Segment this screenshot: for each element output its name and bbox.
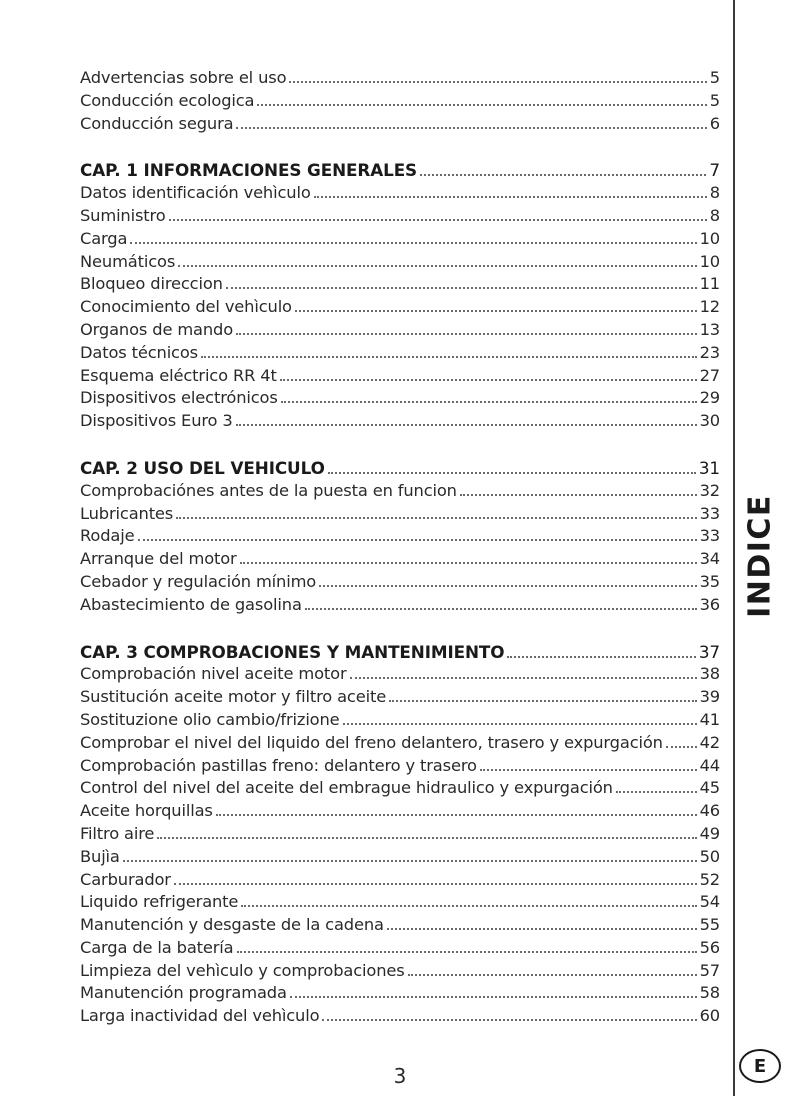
toc-entry[interactable] [80,756,720,779]
dot-leader [236,115,706,129]
chapter-heading[interactable] [80,642,720,665]
toc-entry[interactable] [80,549,720,572]
toc-entry-page: 46 [699,801,720,821]
table-of-contents [80,68,720,1053]
toc-entry[interactable] [80,664,720,687]
dot-leader [319,573,696,587]
dot-leader [460,482,697,496]
toc-entry-title: Abastecimiento de gasolina [80,594,302,614]
toc-entry-title: Organos de mando [80,319,234,339]
toc-entry-page: 6 [709,113,720,133]
toc-entry-title: Manutención y desgaste de la cadena [80,915,384,935]
toc-entry-page: 36 [699,594,720,614]
toc-entry-page: 41 [699,709,720,729]
dot-leader [201,344,697,358]
dot-leader [328,460,696,474]
toc-entry[interactable] [80,687,720,710]
dot-leader [305,596,697,610]
toc-entry-page: 8 [709,205,720,225]
toc-entry[interactable] [80,778,720,801]
toc-entry[interactable] [80,938,720,961]
dot-leader [257,92,706,106]
toc-entry-title: Advertencias sobre el uso [80,68,287,87]
toc-entry-page: 10 [699,228,720,248]
toc-entry[interactable] [80,595,720,618]
toc-entry-page: 52 [699,869,720,889]
toc-entry[interactable] [80,504,720,527]
toc-entry-title: Rodaje [80,526,135,546]
toc-entry-page: 39 [699,687,720,707]
dot-leader [176,505,696,519]
toc-entry-title: Comprobaciónes antes de la puesta en funcion [80,480,457,500]
language-badge: E [739,1049,781,1083]
toc-entry[interactable] [80,710,720,733]
toc-entry-title: Comprobación nivel aceite motor [80,664,347,684]
margin-divider [733,0,735,1096]
toc-entry[interactable] [80,847,720,870]
dot-leader [281,389,697,403]
dot-leader [350,665,697,679]
toc-entry-page: 57 [699,960,720,980]
toc-entry-title: Carga de la batería [80,937,234,957]
section-tab-label: INDICE [742,494,778,618]
toc-entry-title: Neumáticos [80,251,176,271]
toc-entry-page: 5 [709,68,720,87]
dot-leader [226,275,697,289]
toc-entry[interactable] [80,870,720,893]
toc-entry[interactable] [80,274,720,297]
toc-entry-title: Conocimiento del vehìculo [80,297,292,317]
dot-leader [343,711,697,725]
toc-entry[interactable] [80,915,720,938]
toc-entry-page: 10 [699,251,720,271]
toc-entry[interactable] [80,229,720,252]
toc-section-chapter-2 [80,458,720,618]
toc-entry[interactable] [80,481,720,504]
toc-entry[interactable] [80,824,720,847]
toc-entry-page: 44 [699,755,720,775]
toc-entry-title: Filtro aire [80,823,155,843]
chapter-heading-page: 37 [698,641,720,662]
chapter-heading-title: CAP. 3 COMPROBACIONES Y MANTENIMIENTO [80,641,505,662]
toc-entry-title: Esquema eléctrico RR 4t [80,365,277,385]
chapter-heading-page: 7 [709,160,720,181]
toc-entry-title: Dispositivos electrónicos [80,388,278,408]
dot-leader [241,893,696,907]
dot-leader [157,825,696,839]
toc-entry[interactable] [80,572,720,595]
dot-leader [237,939,697,953]
toc-entry-page: 49 [699,823,720,843]
toc-entry-page: 11 [699,274,720,294]
dot-leader [169,207,707,221]
toc-entry[interactable] [80,892,720,915]
toc-entry-title: Cebador y regulación mínimo [80,571,317,591]
toc-entry-title: Carga [80,228,128,248]
dot-leader [314,184,707,198]
dot-leader [130,230,696,244]
toc-entry-title: Datos identificación vehìculo [80,183,311,203]
dot-leader [289,69,706,83]
dot-leader [178,253,696,267]
dot-leader [616,779,697,793]
toc-entry-page: 34 [699,549,720,569]
toc-section-intro [80,68,720,136]
toc-section-chapter-3 [80,642,720,1030]
toc-entry-page: 29 [699,388,720,408]
dot-leader [236,321,697,335]
dot-leader [322,1007,696,1021]
toc-entry-title: Larga inactividad del vehìculo [80,1006,320,1026]
toc-entry-page: 60 [699,1006,720,1026]
chapter-heading-title: CAP. 2 USO DEL VEHICULO [80,457,325,478]
toc-entry-title: Comprobación pastillas freno: delantero y trasero [80,755,477,775]
toc-entry-page: 30 [699,411,720,431]
toc-entry[interactable] [80,320,720,343]
chapter-heading[interactable] [80,160,720,183]
toc-entry-page: 33 [699,503,720,523]
toc-entry[interactable] [80,983,720,1006]
dot-leader [408,962,697,976]
dot-leader [480,757,697,771]
toc-entry-title: Limpieza del vehìculo y comprobaciones [80,960,405,980]
toc-entry[interactable] [80,343,720,366]
toc-entry-page: 54 [699,892,720,912]
toc-entry-title: Dispositivos Euro 3 [80,411,233,431]
toc-entry[interactable] [80,297,720,320]
toc-entry-title: Arranque del motor [80,549,237,569]
toc-entry-page: 27 [699,365,720,385]
chapter-heading-title: CAP. 1 INFORMACIONES GENERALES [80,160,418,181]
toc-entry-title: Sostituzione olio cambio/frizione [80,709,340,729]
dot-leader [123,848,697,862]
toc-entry-page: 55 [699,915,720,935]
toc-entry[interactable] [80,411,720,434]
toc-entry[interactable] [80,1006,720,1029]
toc-entry-title: Aceite horquillas [80,801,213,821]
toc-entry[interactable] [80,801,720,824]
toc-entry-page: 13 [699,319,720,339]
toc-entry[interactable] [80,733,720,756]
dot-leader [666,734,697,748]
toc-entry-title: Conducción segura [80,113,234,133]
toc-entry-title: Bloqueo direccion [80,274,223,294]
toc-entry[interactable] [80,114,720,137]
toc-entry-page: 8 [709,183,720,203]
toc-entry-page: 38 [699,664,720,684]
toc-entry-title: Sustitución aceite motor y filtro aceite [80,687,387,707]
toc-entry[interactable] [80,252,720,275]
dot-leader [236,412,697,426]
toc-entry-title: Bujìa [80,846,120,866]
toc-entry-page: 12 [699,297,720,317]
dot-leader [280,367,697,381]
toc-entry-title: Datos técnicos [80,342,199,362]
toc-entry-page: 56 [699,937,720,957]
dot-leader [420,162,706,176]
toc-entry-page: 23 [699,342,720,362]
dot-leader [290,984,697,998]
toc-entry-title: Manutención programada [80,983,287,1003]
toc-entry-title: Carburador [80,869,171,889]
chapter-heading[interactable] [80,458,720,481]
dot-leader [216,802,697,816]
toc-entry[interactable] [80,526,720,549]
toc-section-chapter-1 [80,160,720,434]
toc-entry[interactable] [80,206,720,229]
toc-entry-page: 42 [699,732,720,752]
toc-entry[interactable] [80,183,720,206]
toc-entry[interactable] [80,388,720,411]
dot-leader [174,871,697,885]
toc-entry-page: 50 [699,846,720,866]
toc-entry[interactable] [80,91,720,114]
toc-entry-page: 33 [699,526,720,546]
chapter-heading-page: 31 [698,457,720,478]
toc-entry[interactable] [80,68,720,91]
toc-entry-title: Comprobar el nivel del liquido del freno delantero, trasero y expurgación [80,732,663,752]
toc-entry-title: Conducción ecologica [80,90,255,110]
toc-entry-page: 5 [709,90,720,110]
dot-leader [389,688,697,702]
toc-entry-title: Suministro [80,205,166,225]
toc-entry-title: Lubricantes [80,503,174,523]
dot-leader [138,527,697,541]
toc-entry-page: 58 [699,983,720,1003]
toc-entry[interactable] [80,961,720,984]
toc-entry-title: Liquido refrigerante [80,892,239,912]
toc-entry-title: Control del nivel del aceite del embrague hidraulico y expurgación [80,778,613,798]
toc-entry[interactable] [80,366,720,389]
dot-leader [387,916,697,930]
dot-leader [295,298,697,312]
toc-entry-page: 35 [699,571,720,591]
dot-leader [507,644,695,658]
toc-entry-page: 45 [699,778,720,798]
dot-leader [240,550,697,564]
toc-entry-page: 32 [699,480,720,500]
page-number: 3 [393,1064,407,1088]
